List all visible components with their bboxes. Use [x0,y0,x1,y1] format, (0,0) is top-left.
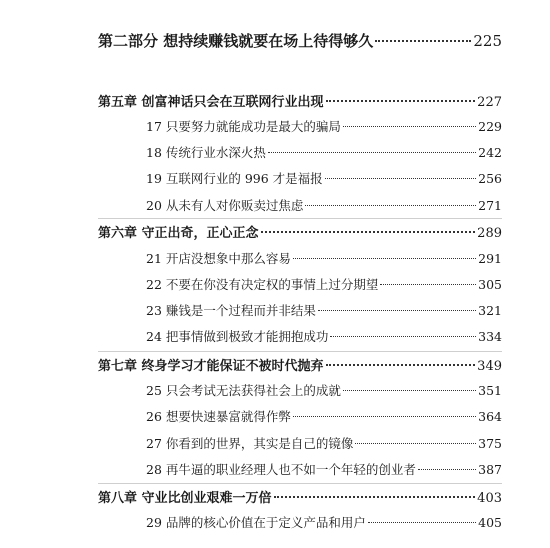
chapter-page-number: 227 [477,95,502,110]
dot-leader [380,284,476,285]
entry-page-number: 375 [478,436,502,451]
entry-title: 20 从未有人对你贩卖过焦虑 [146,198,304,213]
dot-leader [325,178,476,179]
toc-entry-row [146,460,502,478]
toc-part-row [98,30,502,51]
entry-title: 19 互联网行业的 996 才是福报 [146,171,323,186]
dot-leader [326,364,476,366]
dot-leader [418,469,476,470]
entry-title: 24 把事情做到极致才能拥抱成功 [146,329,329,344]
dot-leader [268,152,476,153]
dot-leader [293,416,476,417]
dot-leader [326,100,476,102]
entry-title: 23 赚钱是一个过程而并非结果 [146,303,316,318]
part-title: 第二部分 想持续赚钱就要在场上待得够久 [98,32,374,50]
divider [98,351,502,352]
toc-chapter-row [98,91,502,110]
dot-leader [305,205,476,206]
entry-page-number: 351 [478,383,502,398]
part-page-number: 225 [473,32,502,50]
toc-entry-row [146,327,502,345]
entry-page-number: 405 [478,515,502,530]
toc-entry-row [146,143,502,161]
chapter-page-number: 403 [477,491,502,506]
dot-leader [274,496,476,498]
chapter-title: 第七章 终身学习才能保证不被时代抛弃 [98,359,324,374]
chapter-title: 第五章 创富神话只会在互联网行业出现 [98,95,324,110]
chapter-page-number: 289 [477,226,502,241]
entry-title: 28 再牛逼的职业经理人也不如一个年轻的创业者 [146,462,416,477]
entry-page-number: 387 [478,462,502,477]
dot-leader [355,443,476,444]
entry-page-number: 334 [478,329,502,344]
toc-entry-row [146,249,502,267]
entry-page-number: 305 [478,277,502,292]
dot-leader [318,310,476,311]
entry-title: 26 想要快速暴富就得作弊 [146,409,291,424]
dot-leader [368,522,476,523]
entry-title: 29 品牌的核心价值在于定义产品和用户 [146,515,366,530]
toc-entry-row [146,275,502,293]
dot-leader [293,258,476,259]
divider [98,483,502,484]
entry-page-number: 229 [478,119,502,134]
entry-page-number: 242 [478,145,502,160]
toc-entry-row [146,196,502,214]
chapter-page-number: 349 [477,359,502,374]
entry-title: 17 只要努力就能成功是最大的骗局 [146,119,341,134]
toc-entry-row [146,381,502,399]
toc-chapter-row [98,355,502,374]
dot-leader [343,390,476,391]
entry-title: 25 只会考试无法获得社会上的成就 [146,383,341,398]
dot-leader [375,40,471,42]
toc-entry-row [146,117,502,135]
entry-page-number: 321 [478,303,502,318]
entry-page-number: 291 [478,251,502,266]
toc-entry-row [146,513,502,531]
dot-leader [261,231,476,233]
entry-page-number: 364 [478,409,502,424]
toc-entry-row [146,407,502,425]
dot-leader [330,336,476,337]
toc-chapter-row [98,487,502,506]
toc-entry-row [146,301,502,319]
toc-chapter-row [98,222,502,241]
entry-title: 18 传统行业水深火热 [146,145,266,160]
dot-leader [343,126,476,127]
toc-entry-row [146,169,502,187]
entry-page-number: 256 [478,171,502,186]
entry-page-number: 271 [478,198,502,213]
chapter-title: 第八章 守业比创业艰难一万倍 [98,491,272,506]
divider [98,218,502,219]
entry-title: 22 不要在你没有决定权的事情上过分期望 [146,277,379,292]
entry-title: 21 开店没想象中那么容易 [146,251,291,266]
chapter-title: 第六章 守正出奇，正心正念 [98,226,259,241]
toc-entry-row [146,434,502,452]
entry-title: 27 你看到的世界，其实是自己的镜像 [146,436,354,451]
